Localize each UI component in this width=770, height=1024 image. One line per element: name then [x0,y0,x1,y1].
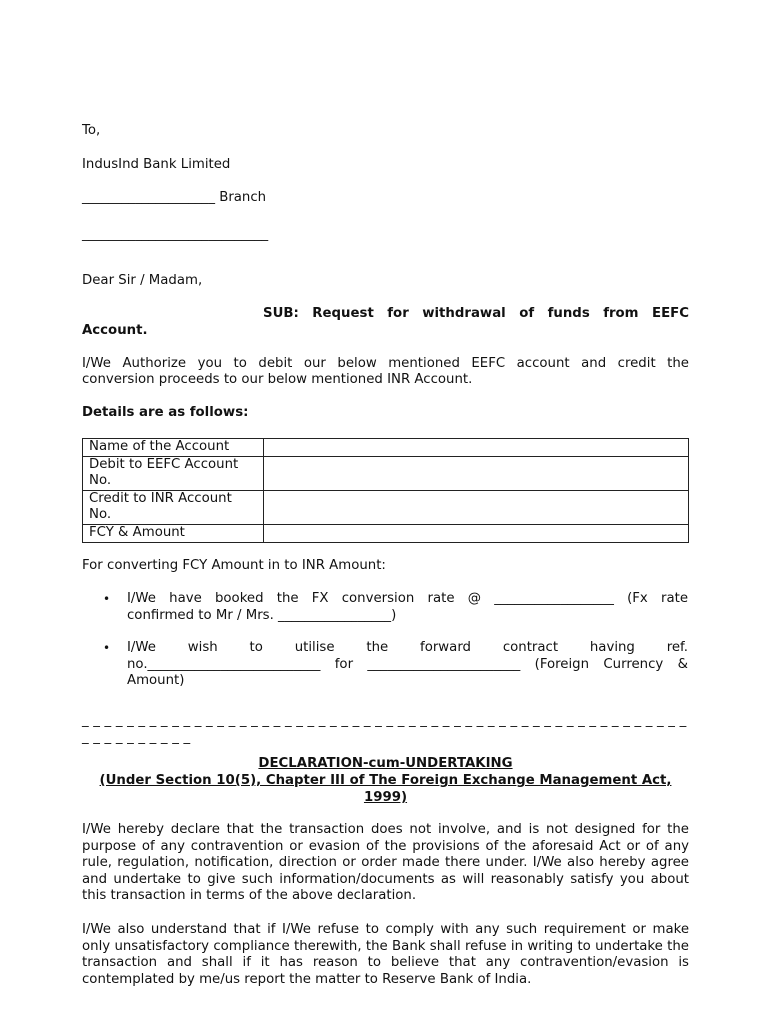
cut-separator: _ _ _ _ _ _ _ _ _ _ _ _ _ _ _ _ _ _ _ _ _ _ _ _ _ _ _ _ _ _ _ _ _ _ _ _ _ _ _ _ _ _ _ _ _ _ _ _ _ _ _ _ _ _ _ _ _ _ _ _ _ _ _ _ [82,713,687,745]
details-heading: Details are as follows: [82,405,249,420]
table-row [83,524,689,542]
option-booked-rate-line-2: confirmed to Mr / Mrs. _________________) [127,607,397,623]
subject-line [263,306,689,323]
declaration-paragraph-1: I/We hereby declare that the transaction does not involve, and is not designed for the purpose of any contravention or evasion of the provisions of the aforesaid Act or of any rule, regulation, notification, direction or order made there under. I/We also hereby agree and undertake to give such information/documents as will reasonably satisfy you about this transaction in terms of the above declaration. [82,822,689,904]
bullet-icon: • [103,641,111,655]
row-value-field[interactable] [264,456,689,490]
row-value-field[interactable] [264,490,689,524]
subject-text: SUB: Request for withdrawal of funds from EEFC [263,306,689,321]
option-booked-rate-line-1: I/We have booked the FX conversion rate @ __________________ (Fx rate [127,591,688,606]
details-table [82,438,689,543]
row-label: FCY & Amount [83,524,264,542]
declaration-paragraph-2: I/We also understand that if I/We refuse to comply with any such requirement or make only unsatisfactory compliance therewith, the Bank shall refuse in writing to undertake the transaction and shall if it has reason to believe that any contravention/evasion is contemplated by me/us report the matter to Reserve Bank of India. [82,922,689,987]
table-row [83,456,689,490]
salutation: Dear Sir / Madam, [82,273,203,288]
row-label: Debit to EEFC Account No. [83,456,264,490]
authorization-line-1: I/We Authorize you to debit our below mentioned EEFC account and credit the [82,356,689,371]
table-row [83,439,689,457]
option-forward-contract [127,640,688,690]
subject-line-continued: Account. [82,323,148,338]
declaration-title: DECLARATION-cum-UNDERTAKING [258,756,513,771]
address-line: ____________________________ [82,227,269,242]
authorization-text [82,356,689,373]
table-row [83,490,689,524]
option-forward-line-3: Amount) [127,673,185,689]
option-booked-rate [127,591,688,624]
declaration-subtitle-year: 1999) [363,790,408,805]
row-value-field[interactable] [264,524,689,542]
branch-line: ____________________ Branch [82,190,267,205]
conversion-intro: For converting FCY Amount in to INR Amount: [82,558,386,573]
option-forward-line-2: no.__________________________ for _______________________ (Foreign Currency & [127,656,688,672]
authorization-line-2: conversion proceeds to our below mentioned INR Account. [82,372,473,387]
addressee-to: To, [82,123,101,138]
bullet-icon: • [103,592,111,606]
row-label: Name of the Account [83,439,264,457]
bank-name: IndusInd Bank Limited [82,157,231,172]
row-label: Credit to INR Account No. [83,490,264,524]
row-value-field[interactable] [264,439,689,457]
declaration-subtitle: (Under Section 10(5), Chapter III of The Foreign Exchange Management Act, [99,773,672,788]
option-forward-line-1: I/We wish to utilise the forward contract having ref. [127,640,688,655]
